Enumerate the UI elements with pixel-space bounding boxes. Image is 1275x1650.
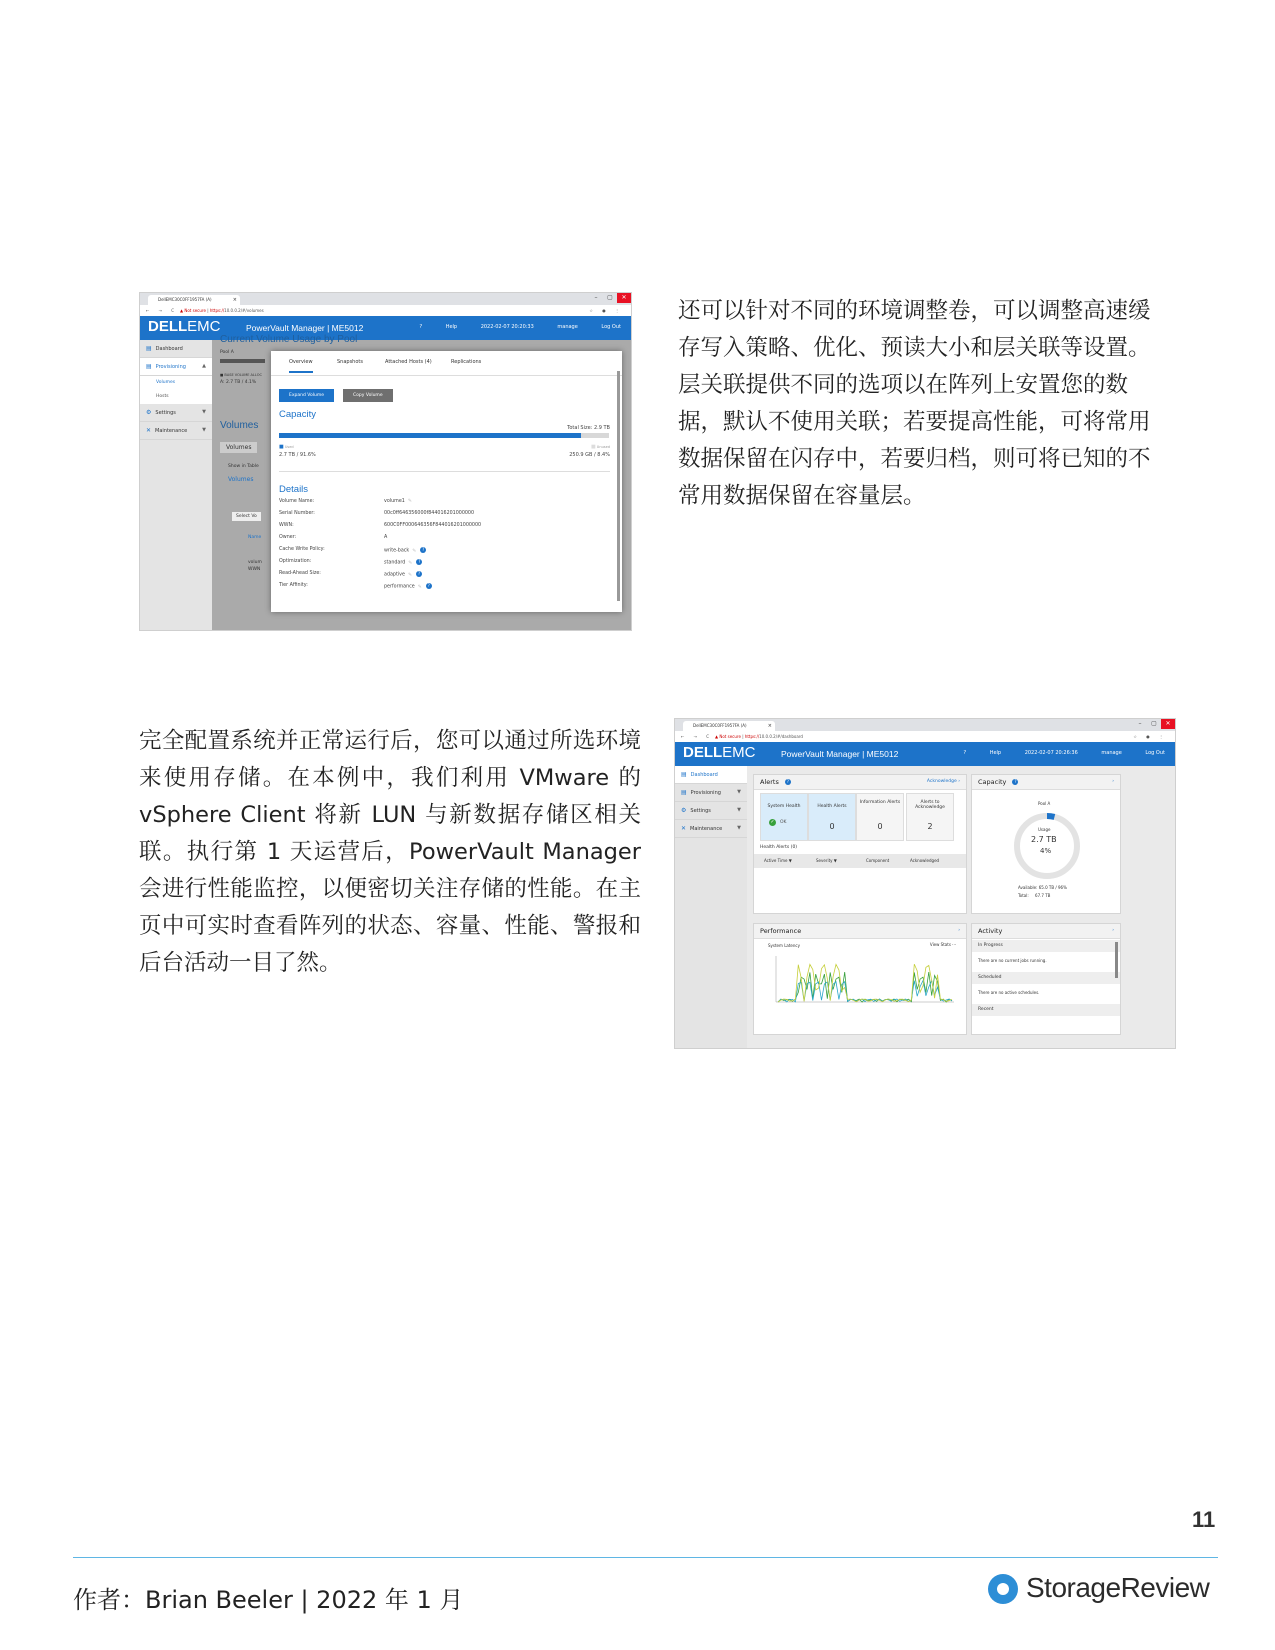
chevron-down-icon: ▼ <box>737 807 741 813</box>
edit-pencil-icon[interactable]: ✎ <box>408 560 413 566</box>
brand-name: StorageReview <box>1026 1572 1210 1603</box>
total-capacity: Total: 67.7 TB <box>1018 893 1051 898</box>
available-capacity: Available: 65.0 TB / 96% <box>1018 885 1067 890</box>
capacity-header: Capacity ? › <box>972 775 1120 790</box>
in-progress-heading: In Progress <box>972 940 1120 952</box>
chevron-right-icon[interactable]: › <box>1112 928 1114 933</box>
footer-divider <box>73 1557 1218 1558</box>
sidebar-item-provisioning[interactable]: ▤ Provisioning ▲ <box>140 358 212 376</box>
sidebar-subitem-hosts[interactable]: Hosts <box>140 390 212 404</box>
alloc-legend: ■ BASE VOLUME ALLOC <box>220 373 262 377</box>
tab-volumes[interactable]: Volumes <box>220 442 257 453</box>
dashboard-screenshot <box>674 718 1176 1049</box>
app-header <box>140 316 631 340</box>
copy-volume-button[interactable]: Copy Volume <box>343 389 393 402</box>
alloc-value: A: 2.7 TB / 4.1% <box>220 380 257 385</box>
show-in-table-label: Show in Table <box>228 464 259 469</box>
acknowledge-link[interactable]: Acknowledge › <box>926 779 960 784</box>
dashboard-icon: ▤ <box>146 345 152 352</box>
browser-menu-icon[interactable]: ☆ ● ⋮ <box>589 308 623 313</box>
alerts-card <box>753 774 967 914</box>
chevron-down-icon: ▼ <box>737 789 741 795</box>
window-controls[interactable]: – ▢ ✕ <box>589 293 631 303</box>
tab-overview[interactable]: Overview <box>289 359 313 373</box>
help-icon[interactable]: ? <box>1014 779 1017 784</box>
view-stats-link[interactable]: View Stats ··· <box>929 942 956 947</box>
volume-overview-screenshot <box>139 292 632 631</box>
capacity-bar-used <box>279 433 581 438</box>
help-icon[interactable]: ? <box>418 559 421 564</box>
latency-series-line <box>778 972 952 1002</box>
performance-card <box>753 923 967 1035</box>
tab-replications[interactable]: Replications <box>451 359 482 365</box>
help-icon[interactable]: ? <box>422 547 425 552</box>
recent-heading: Recent <box>972 1004 1120 1016</box>
volumes-heading: Volumes <box>220 420 259 431</box>
wrench-icon: ✕ <box>681 825 687 832</box>
col-acknowledged: Acknowledged <box>910 858 940 863</box>
usage-value: 2.7 TB <box>1031 835 1057 844</box>
chevron-right-icon[interactable]: › <box>958 928 960 933</box>
used-value: 2.7 TB / 91.6% <box>279 452 316 458</box>
app-title: PowerVault Manager | ME5012 <box>246 323 364 333</box>
user-menu[interactable]: manage <box>557 324 578 330</box>
address-bar[interactable]: ← → C ▲ Not secure | https://10.0.0.2/#/dashboard ☆ ● ⋮ <box>675 731 1175 743</box>
detail-row: Optimization: standard ✎ ? <box>279 559 421 566</box>
alerts-header: Alerts ? Acknowledge › <box>754 775 966 790</box>
dashboard-icon: ▤ <box>681 771 687 778</box>
address-bar[interactable]: ← → C ▲ Not secure | https://10.0.0.2/#/volumes ☆ ● ⋮ <box>140 305 631 317</box>
name-column-header[interactable]: Name <box>248 535 262 540</box>
pool-label: Pool A <box>1038 801 1051 806</box>
chevron-down-icon: ▼ <box>202 409 206 415</box>
provisioning-icon: ▤ <box>146 363 152 370</box>
header-links <box>941 750 1165 756</box>
detail-row: Serial Number: 00c0ff646356000f844016201000000 <box>279 511 475 516</box>
total-size: Total Size: 2.9 TB <box>567 425 610 431</box>
volumes-link[interactable]: Volumes <box>228 476 254 483</box>
page-number: 11 <box>1192 1507 1216 1532</box>
chevron-up-icon: ▲ <box>202 363 206 369</box>
provisioning-icon: ▤ <box>681 789 687 796</box>
gear-icon: ⚙ <box>146 409 152 416</box>
wrench-icon: ✕ <box>146 427 152 434</box>
detail-row: Cache Write Policy: write-back ✎ ? <box>279 547 425 554</box>
detail-row: WWN: 600C0FF000646356F844016201000000 <box>279 523 482 528</box>
activity-card <box>971 923 1121 1035</box>
pool-label: Pool A <box>220 350 234 355</box>
panel-scrollbar[interactable] <box>617 371 620 601</box>
sidebar-item-maintenance[interactable]: ✕ Maintenance ▼ <box>140 422 212 440</box>
body-paragraph-2: 完全配置系统并正常运行后，您可以通过所选环境来使用存储。在本例中，我们利用 VMware 的 vSphere Client 将新 LUN 与新数据存储区相关联。执行第 1 天运营后，PowerVault Manager 会进行性能监控，以便密切关注存储的性能。在主页中可实时查看阵列的状态、容量、性能、警报和后台活动一目了然。 <box>139 728 641 976</box>
nav-arrows-icon[interactable]: ← → C <box>681 734 714 739</box>
header-datetime: 2022-02-07 20:26:36 <box>1024 750 1078 756</box>
alerts-to-acknowledge-tile[interactable]: Alerts to Acknowledge 2 <box>906 793 954 841</box>
tab-snapshots[interactable]: Snapshots <box>337 359 363 365</box>
col-severity[interactable]: Severity ▼ <box>816 858 837 863</box>
gear-icon: ⚙ <box>681 807 687 814</box>
usage-gauge-fill <box>1047 816 1054 817</box>
current-usage-heading: Current Volume Usage by Pool <box>220 334 358 345</box>
no-schedules-message: There are no active schedules. <box>978 990 1040 995</box>
health-alerts-count: Health Alerts (0) <box>760 845 798 850</box>
sidebar-item-settings[interactable]: ⚙ Settings ▼ <box>140 404 212 422</box>
capacity-heading: Capacity <box>279 409 316 420</box>
unused-value: 250.9 GB / 8.4% <box>569 452 610 458</box>
no-jobs-message: There are no current jobs running. <box>978 958 1047 963</box>
used-legend: ■ Used <box>279 444 294 450</box>
dell-emc-logo: DELLEMC <box>683 744 756 761</box>
pool-usage-bar <box>220 359 265 363</box>
activity-header: Activity › <box>972 924 1120 939</box>
details-heading: Details <box>279 484 309 495</box>
sidebar-item-dashboard[interactable]: ▤ Dashboard <box>140 340 212 358</box>
sidebar-item-settings[interactable]: ⚙ Settings ▼ <box>675 802 747 820</box>
activity-scrollbar[interactable] <box>1115 942 1118 978</box>
browser-tab[interactable]: DellEMC30C0FF1957FA (A) × <box>683 721 775 731</box>
logout-link[interactable]: Log Out <box>601 324 621 330</box>
edit-pencil-icon[interactable]: ✎ <box>407 499 412 504</box>
expand-volume-button[interactable]: Expand Volume <box>279 389 334 402</box>
capacity-bar <box>279 433 609 438</box>
logout-link[interactable]: Log Out <box>1145 750 1165 756</box>
latency-chart <box>762 952 958 1018</box>
chevron-down-icon: ▼ <box>737 825 741 831</box>
help-icon[interactable]: ? <box>427 583 430 588</box>
volume-details-panel <box>271 351 622 612</box>
browser-menu-icon[interactable]: ☆ ● ⋮ <box>1133 734 1167 739</box>
storagereview-mark-icon <box>988 1574 1018 1604</box>
usage-percent: 4% <box>1040 847 1052 855</box>
usage-label: Usage <box>1038 827 1051 832</box>
detail-row: Read-Ahead Size: adaptive ✎ ? <box>279 571 421 578</box>
dell-emc-logo: DELLEMC <box>148 318 221 335</box>
app-title: PowerVault Manager | ME5012 <box>781 749 899 759</box>
browser-tab-bar <box>675 719 1175 731</box>
help-icon[interactable]: ? <box>786 779 789 784</box>
edit-pencil-icon[interactable]: ✎ <box>407 572 413 578</box>
performance-header: Performance › <box>754 924 966 939</box>
user-menu[interactable]: manage <box>1101 750 1122 756</box>
tab-attached-hosts[interactable]: Attached Hosts (4) <box>385 359 432 365</box>
panel-tabs <box>271 351 622 376</box>
footer-author: 作者：Brian Beeler | 2022 年 1 月 <box>73 1586 464 1614</box>
chevron-right-icon[interactable]: › <box>1112 779 1114 784</box>
volume-row-wwn: WWN <box>248 567 261 572</box>
help-link[interactable]: ? Help <box>419 324 458 330</box>
header-links <box>397 324 621 330</box>
usage-gauge <box>1012 811 1082 881</box>
chevron-down-icon: ▼ <box>202 427 206 433</box>
sidebar-subitem-volumes[interactable]: Volumes <box>140 376 212 390</box>
detail-row: Tier Affinity: performance ✎ ? <box>279 583 430 590</box>
app-header <box>675 742 1175 766</box>
body-paragraph-1: 还可以针对不同的环境调整卷，可以调整高速缓存写入策略、优化、预读大小和层关联等设置。层关联提供不同的选项以在阵列上安置您的数据，默认不使用关联；若要提高性能，可将常用数据保留在闪存中，若要归档，则可将已知的不常用数据保留在容量层。 <box>678 298 1151 509</box>
sidebar-item-maintenance[interactable]: ✕ Maintenance ▼ <box>675 820 747 838</box>
system-health-tile[interactable]: System Health ✓ OK <box>760 793 808 841</box>
help-link[interactable]: ? Help <box>963 750 1002 756</box>
health-alerts-tile[interactable]: Health Alerts 0 <box>808 793 856 841</box>
information-alerts-tile[interactable]: Information Alerts 0 <box>856 793 904 841</box>
select-volume-dropdown[interactable]: Select Vo <box>232 512 261 521</box>
header-datetime: 2022-02-07 20:20:33 <box>480 324 534 330</box>
col-component: Component <box>866 858 890 863</box>
sidebar-item-provisioning[interactable]: ▤ Provisioning ▼ <box>675 784 747 802</box>
status-ok: ✓ OK <box>770 819 787 825</box>
detail-row: Owner: A <box>279 535 388 540</box>
latency-series-line <box>778 964 952 1002</box>
capacity-card <box>971 774 1121 914</box>
sidebar-item-dashboard[interactable]: ▤ Dashboard <box>675 766 747 784</box>
help-icon[interactable]: ? <box>417 571 421 576</box>
system-latency-label: System Latency <box>768 943 800 948</box>
detail-row: Volume Name: volume1 ✎ <box>279 499 412 504</box>
browser-tab[interactable]: DellEMC30C0FF1957FA (A) × <box>148 295 240 305</box>
edit-pencil-icon[interactable]: ✎ <box>417 584 422 590</box>
volume-row-name: volum <box>248 560 262 565</box>
sidebar <box>675 766 747 1048</box>
sidebar <box>140 340 212 630</box>
edit-pencil-icon[interactable]: ✎ <box>412 548 417 554</box>
window-controls[interactable]: – ▢ ✕ <box>1133 719 1175 729</box>
dashboard-background <box>747 766 1175 1048</box>
scheduled-heading: Scheduled <box>972 972 1120 984</box>
nav-arrows-icon[interactable]: ← → C <box>146 308 179 313</box>
check-icon: ✓ <box>770 819 775 825</box>
unused-legend: ■ Unused <box>590 444 610 450</box>
browser-tab-bar <box>140 293 631 305</box>
col-active-time[interactable]: Active Time ▼ <box>764 858 792 863</box>
